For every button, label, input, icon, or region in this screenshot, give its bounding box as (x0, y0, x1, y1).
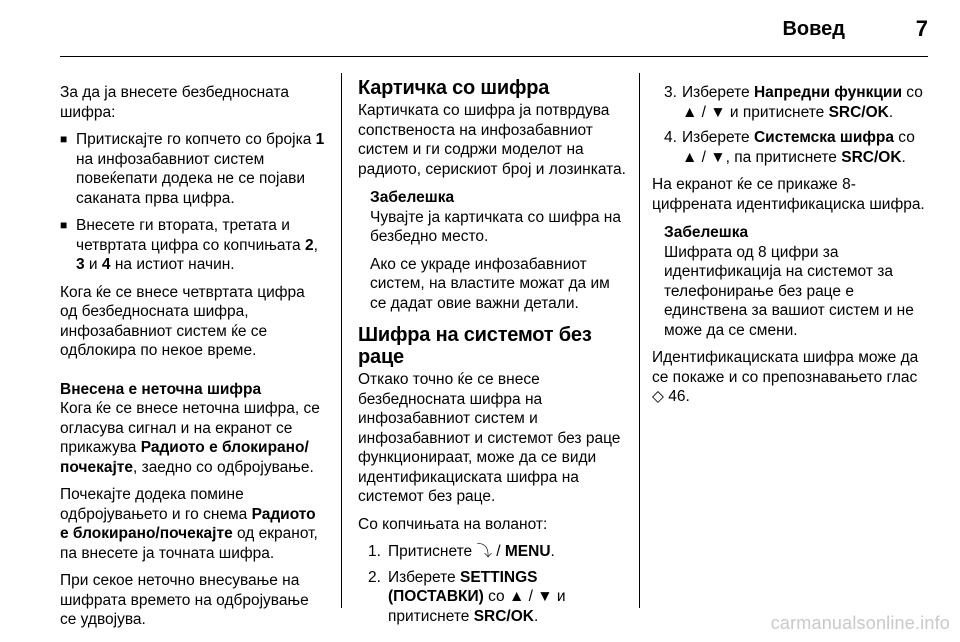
steps-intro: Со копчињата на воланот: (358, 515, 548, 533)
list-item: 1. Притиснете ⤵ / MENU. (368, 543, 555, 560)
column-2 (358, 77, 628, 632)
page-title: Вовед (782, 18, 845, 40)
list-item: 4. Изберете Системска шифра со ▲ / ▼, па притиснете SRC/OK. (664, 129, 915, 166)
handsfree-code-heading: Шифра на системот без раце (358, 324, 592, 368)
note-text-2: Ако се украде инфозабавниот систем, на властите можат да им се дадат овие важни детали. (370, 255, 610, 312)
page-number: 7 (915, 16, 928, 41)
wrong-code-text-2: Почекајте додека помине одбројувањето и го снема Радиото е блокирано/почекајте од екранот, па внесете ја точната шифра. (60, 486, 318, 562)
list-item: 2. Изберете SETTINGS (ПОСТАВКИ) со ▲ / ▼ и притиснете SRC/OK. (368, 568, 566, 625)
code-card-text: Картичката со шифра ја потврдува сопственоста на инфозабавниот систем и ги содржи моделот на радиото, серискиот број и лозинката. (358, 102, 626, 178)
note-label: Забелешка (370, 189, 455, 206)
unlock-text: Кога ќе се внесе четвртата цифра од безбедносната шифра, инфозабавниот систем ќе се одблокира по некое време. (60, 283, 305, 359)
screen-text: На екранот ќе се прикаже 8-цифрената идентификациска шифра. (652, 176, 925, 213)
note-box (652, 223, 928, 340)
list-item: ■ Внесете ги втората, третата и четвртата цифра со копчињата 2, 3 и 4 на истиот начин. (60, 217, 318, 273)
watermark: carmanualsonline.info (770, 613, 950, 633)
wrong-code-heading: Внесена е неточна шифра (60, 380, 262, 398)
header-rule (60, 56, 928, 57)
square-bullet-icon: ■ (60, 132, 68, 146)
phone-icon: ⤵ (476, 543, 492, 560)
voice-recognition-text: Идентификациската шифра може да се покаже и со препознавањето глас ◇ 46. (652, 349, 919, 405)
list-item: 3. Изберете Напредни функции со ▲ / ▼ и притиснете SRC/OK. (664, 84, 923, 121)
column-divider-1 (341, 73, 342, 608)
column-1 (60, 83, 326, 638)
column-3 (652, 83, 928, 415)
note-text: Шифрата од 8 цифри за идентификација на системот за телефонирање без раце е единствена за вашиот систем и не може да се смени. (664, 243, 914, 339)
note-text-1: Чувајте ја картичката со шифра на безбедно место. (370, 208, 621, 245)
page-reference-icon: ◇ (652, 388, 664, 405)
code-card-heading: Картичка со шифра (358, 77, 550, 99)
square-bullet-icon: ■ (60, 218, 68, 232)
handsfree-code-text: Откако точно ќе се внесе безбедносната шифра на инфозабавниот систем и инфозабавниот и системот без раце функционираат, може да се види идентификациската шифра на системот без раце. (358, 371, 621, 505)
wrong-code-text-1: Кога ќе се внесе неточна шифра, се огласува сигнал и на екранот се прикажува Радиото е блокирано/почекајте, заедно со одбројување. (60, 400, 320, 476)
list-item: ■ Притискајте го копчето со бројка 1 на инфозабавниот систем повеќепати додека не се појави саканата прва цифра. (60, 131, 325, 207)
intro-text: За да ја внесете безбедносната шифра: (60, 84, 290, 121)
note-label: Забелешка (664, 224, 749, 241)
wrong-code-text-3: При секое неточно внесување на шифрата времето на одбројување се удвојува. (60, 572, 309, 628)
column-divider-2 (639, 73, 640, 608)
note-box (358, 188, 628, 313)
